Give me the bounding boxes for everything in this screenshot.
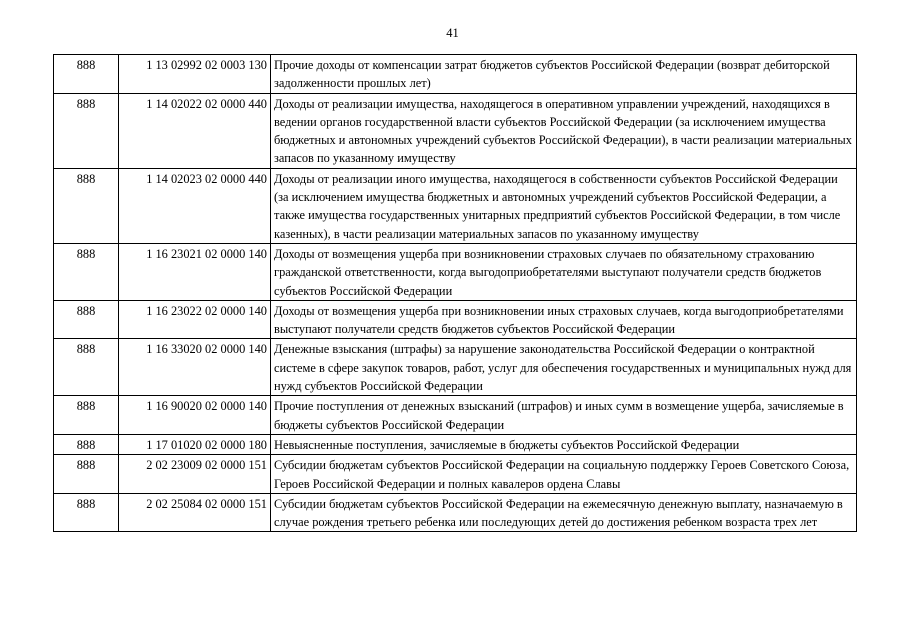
admin-code-cell: 888 xyxy=(54,243,119,300)
budget-code-cell: 1 16 23021 02 0000 140 xyxy=(119,243,271,300)
description-cell: Доходы от реализации иного имущества, находящегося в собственности субъектов Российской Федерации (за исключением имущества бюджетных и автономных учреждений субъектов Российской Федерации, а также имущества государственных унитарных предприятий субъектов Российской Федерации, в том числе казенных), в части реализации материальных запасов по указанному имуществу xyxy=(271,168,857,243)
budget-code-cell: 1 14 02023 02 0000 440 xyxy=(119,168,271,243)
description-cell: Невыясненные поступления, зачисляемые в бюджеты субъектов Российской Федерации xyxy=(271,434,857,454)
admin-code-cell: 888 xyxy=(54,396,119,435)
table-row xyxy=(54,455,857,494)
admin-code-cell: 888 xyxy=(54,300,119,339)
admin-code-cell: 888 xyxy=(54,455,119,494)
description-cell: Субсидии бюджетам субъектов Российской Федерации на ежемесячную денежную выплату, назначаемую в случае рождения третьего ребенка или последующих детей до достижения ребенком возраста трех лет xyxy=(271,493,857,532)
description-cell: Доходы от возмещения ущерба при возникновении иных страховых случаев, когда выгодоприобретателями выступают получатели средств бюджетов субъектов Российской Федерации xyxy=(271,300,857,339)
budget-code-cell: 1 14 02022 02 0000 440 xyxy=(119,93,271,168)
admin-code-cell: 888 xyxy=(54,434,119,454)
budget-code-cell: 2 02 23009 02 0000 151 xyxy=(119,455,271,494)
admin-code-cell: 888 xyxy=(54,55,119,94)
description-cell: Субсидии бюджетам субъектов Российской Федерации на социальную поддержку Героев Советского Союза, Героев Российской Федерации и полных кавалеров ордена Славы xyxy=(271,455,857,494)
budget-code-cell: 1 13 02992 02 0003 130 xyxy=(119,55,271,94)
table-row xyxy=(54,55,857,94)
table-row xyxy=(54,339,857,396)
revenue-codes-table xyxy=(53,54,857,532)
table-row xyxy=(54,396,857,435)
admin-code-cell: 888 xyxy=(54,168,119,243)
admin-code-cell: 888 xyxy=(54,93,119,168)
budget-code-cell: 1 16 90020 02 0000 140 xyxy=(119,396,271,435)
description-cell: Денежные взыскания (штрафы) за нарушение законодательства Российской Федерации о контрактной системе в сфере закупок товаров, работ, услуг для обеспечения государственных и муниципальных нужд для нужд субъектов Российской Федерации xyxy=(271,339,857,396)
budget-code-cell: 1 16 23022 02 0000 140 xyxy=(119,300,271,339)
description-cell: Прочие поступления от денежных взысканий (штрафов) и иных сумм в возмещение ущерба, зачисляемые в бюджеты субъектов Российской Федерации xyxy=(271,396,857,435)
table-row xyxy=(54,493,857,532)
description-cell: Прочие доходы от компенсации затрат бюджетов субъектов Российской Федерации (возврат дебиторской задолженности прошлых лет) xyxy=(271,55,857,94)
admin-code-cell: 888 xyxy=(54,339,119,396)
table-row xyxy=(54,434,857,454)
page-number: 41 xyxy=(446,26,459,40)
table-row xyxy=(54,300,857,339)
table-row xyxy=(54,93,857,168)
table-row xyxy=(54,168,857,243)
table-row xyxy=(54,243,857,300)
budget-code-cell: 1 16 33020 02 0000 140 xyxy=(119,339,271,396)
description-cell: Доходы от возмещения ущерба при возникновении страховых случаев по обязательному страхованию гражданской ответственности, когда выгодоприобретателями выступают получатели средств бюджетов субъектов Российской Федерации xyxy=(271,243,857,300)
admin-code-cell: 888 xyxy=(54,493,119,532)
budget-code-cell: 2 02 25084 02 0000 151 xyxy=(119,493,271,532)
description-cell: Доходы от реализации имущества, находящегося в оперативном управлении учреждений, находящихся в ведении органов государственной власти субъектов Российской Федерации (за исключением имущества бюджетных и автономных учреждений субъектов Российской Федерации), в части реализации материальных запасов по указанному имуществу xyxy=(271,93,857,168)
budget-code-cell: 1 17 01020 02 0000 180 xyxy=(119,434,271,454)
